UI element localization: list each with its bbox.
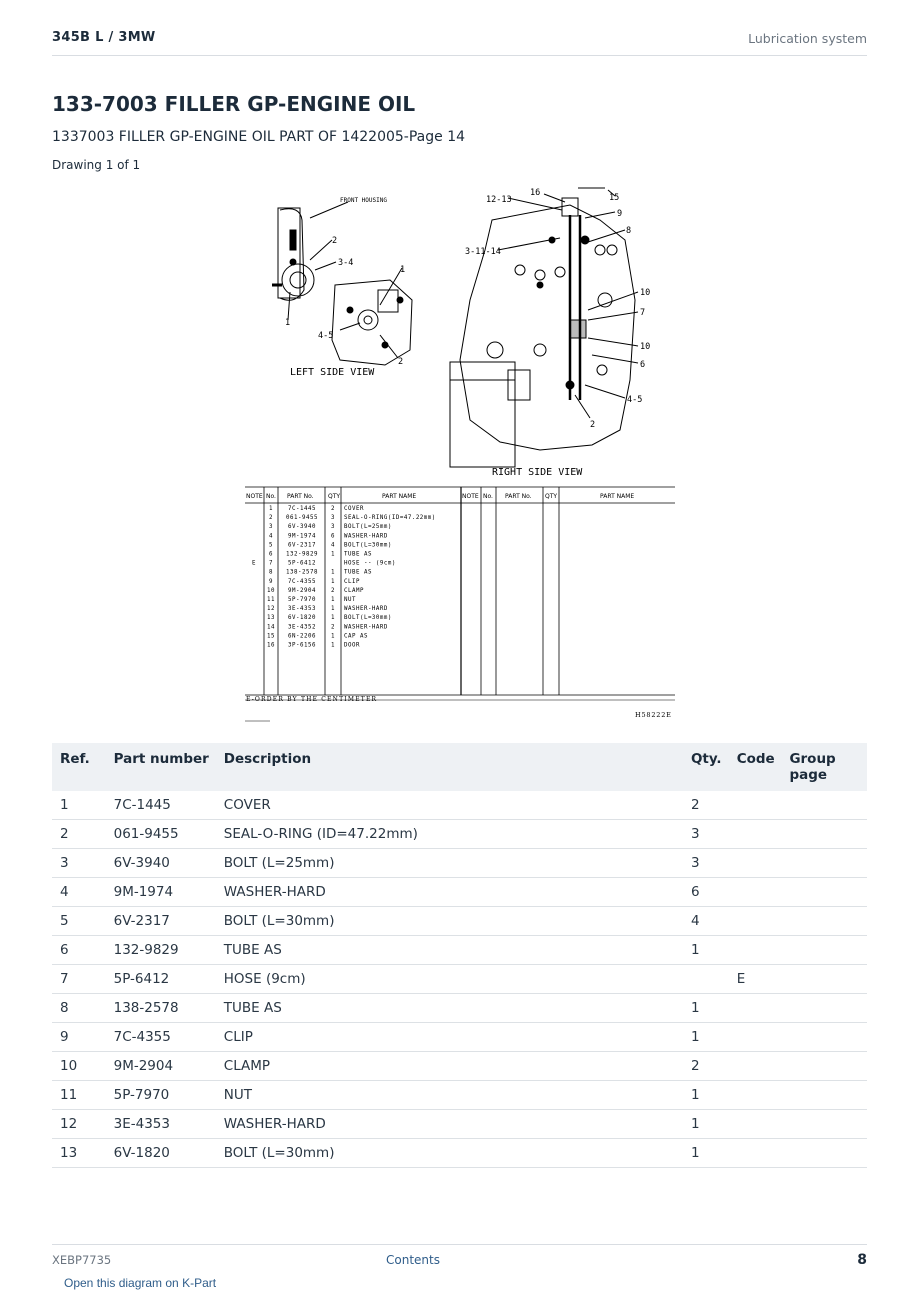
legend-no: 4: [269, 533, 273, 540]
cell-part-number: 138-2578: [114, 994, 224, 1023]
table-row: [52, 1110, 867, 1139]
open-kpart-link[interactable]: Open this diagram on K-Part: [64, 1276, 217, 1290]
left-view-caption: LEFT SIDE VIEW: [290, 367, 375, 378]
cell-qty: 2: [691, 1052, 737, 1081]
table-row: [52, 1139, 867, 1168]
legend-name: HOSE -- (9cm): [344, 560, 396, 567]
legend-part: 3E-4353: [288, 606, 316, 613]
legend-qty: 1: [331, 606, 335, 613]
legend-part: 7C-4355: [288, 578, 316, 585]
legend-name: CLAMP: [344, 587, 364, 594]
front-housing-label: FRONT HOUSING: [340, 197, 387, 204]
cell-code: [737, 878, 790, 907]
legend-h-note: NOTE: [246, 493, 263, 500]
cell-description: BOLT (L=30mm): [224, 1139, 691, 1168]
cell-qty: 1: [691, 1110, 737, 1139]
legend-part: 3P-6156: [288, 642, 316, 649]
cell-description: CLIP: [224, 1023, 691, 1052]
legend-name: WASHER-HARD: [344, 624, 388, 631]
legend-name: DOOR: [344, 642, 360, 649]
cell-qty: 2: [691, 791, 737, 820]
cell-qty: 6: [691, 878, 737, 907]
callout-12-13: 12-13: [486, 195, 512, 205]
legend-no: 15: [267, 633, 275, 640]
cell-qty: 3: [691, 849, 737, 878]
legend-no: 13: [267, 615, 275, 622]
cell-part-number: 7C-4355: [114, 1023, 224, 1052]
cell-description: WASHER-HARD: [224, 1110, 691, 1139]
cell-ref: 5: [52, 907, 114, 936]
legend-qty: 1: [331, 633, 335, 640]
legend-qty: 2: [331, 624, 335, 631]
cell-ref: 11: [52, 1081, 114, 1110]
cell-part-number: 061-9455: [114, 820, 224, 849]
cell-description: HOSE (9cm): [224, 965, 691, 994]
page-number: 8: [857, 1252, 867, 1268]
legend-part: 5P-7970: [288, 597, 316, 603]
cell-ref: 9: [52, 1023, 114, 1052]
legend-h-qty-2: QTY: [545, 493, 558, 500]
callout-left-1a: 1: [285, 318, 291, 328]
legend-name: BOLT(L=30mm): [344, 542, 392, 549]
col-description: Description: [224, 743, 691, 791]
right-view-caption: RIGHT SIDE VIEW: [492, 467, 583, 478]
table-row: [52, 878, 867, 907]
legend-qty: 3: [331, 515, 335, 522]
legend-name: BOLT(L=30mm): [344, 615, 392, 622]
cell-part-number: 6V-3940: [114, 849, 224, 878]
cell-qty: 3: [691, 820, 737, 849]
cell-description: NUT: [224, 1081, 691, 1110]
cell-description: TUBE AS: [224, 936, 691, 965]
legend-no: 6: [269, 551, 273, 558]
cell-group-page: [789, 1110, 867, 1139]
cell-ref: 4: [52, 878, 114, 907]
callout-4-5-right: 4-5: [627, 395, 643, 405]
legend-no: 11: [267, 597, 275, 603]
legend-h-no: No.: [266, 493, 276, 500]
legend-part: 3E-4352: [288, 624, 316, 631]
callout-10b: 10: [640, 342, 651, 352]
legend-qty: 1: [331, 615, 335, 622]
cell-ref: 12: [52, 1110, 114, 1139]
table-row: [52, 1023, 867, 1052]
cell-part-number: 3E-4353: [114, 1110, 224, 1139]
legend-qty: 3: [331, 524, 335, 531]
cell-part-number: 5P-6412: [114, 965, 224, 994]
legend-qty: 1: [331, 578, 335, 585]
cell-code: [737, 907, 790, 936]
legend-no: 16: [267, 642, 275, 649]
legend-name: WASHER-HARD: [344, 606, 388, 613]
cell-part-number: 9M-2904: [114, 1052, 224, 1081]
cell-description: BOLT (L=25mm): [224, 849, 691, 878]
cell-group-page: [789, 965, 867, 994]
table-row: [52, 1081, 867, 1110]
cell-qty: 4: [691, 907, 737, 936]
legend-h-name: PART NAME: [382, 493, 417, 500]
legend-no: 5: [269, 542, 273, 549]
table-row: [52, 994, 867, 1023]
cell-ref: 6: [52, 936, 114, 965]
col-code: Code: [737, 743, 790, 791]
cell-group-page: [789, 1139, 867, 1168]
cell-code: [737, 1139, 790, 1168]
parts-table-header: [52, 743, 867, 791]
legend-no: 2: [269, 515, 273, 522]
table-row: [52, 936, 867, 965]
legend-part: 6V-3940: [288, 524, 316, 531]
callout-left-2b: 2: [398, 357, 404, 367]
cell-ref: 8: [52, 994, 114, 1023]
col-ref: Ref.: [52, 743, 114, 791]
legend-name: TUBE AS: [344, 551, 372, 558]
cell-group-page: [789, 1052, 867, 1081]
legend-qty: 2: [331, 506, 335, 512]
legend-no: 14: [267, 624, 275, 631]
cell-description: CLAMP: [224, 1052, 691, 1081]
cell-group-page: [789, 849, 867, 878]
legend-no: 12: [267, 606, 275, 613]
table-row: [52, 1052, 867, 1081]
cell-code: [737, 1052, 790, 1081]
legend-qty: 4: [331, 542, 335, 549]
cell-qty: 1: [691, 1139, 737, 1168]
legend-note: E: [252, 560, 256, 567]
table-row: [52, 907, 867, 936]
callout-6: 6: [640, 360, 646, 370]
legend-name: BOLT(L=25mm): [344, 524, 392, 531]
col-part-number: Part number: [114, 743, 224, 791]
header-divider: [52, 55, 867, 56]
drawing-legend: [245, 487, 675, 721]
legend-no: 7: [269, 560, 273, 567]
cell-code: [737, 994, 790, 1023]
cell-group-page: [789, 1081, 867, 1110]
cell-code: [737, 791, 790, 820]
header-model: 345B L / 3MW: [52, 30, 156, 45]
cell-code: [737, 1023, 790, 1052]
cell-description: TUBE AS: [224, 994, 691, 1023]
cell-part-number: 6V-2317: [114, 907, 224, 936]
table-row: [52, 791, 867, 820]
legend-name: COVER: [344, 506, 364, 512]
callout-7: 7: [640, 308, 646, 318]
legend-no: 3: [269, 524, 273, 531]
col-qty: Qty.: [691, 743, 737, 791]
cell-group-page: [789, 1023, 867, 1052]
legend-part: 6N-2206: [288, 633, 316, 640]
callout-3-11-14: 3-11-14: [465, 247, 501, 257]
legend-name: SEAL-O-RING(ID=47.22mm): [344, 515, 436, 522]
cell-qty: 1: [691, 936, 737, 965]
parts-table: [52, 743, 867, 1168]
table-row: [52, 849, 867, 878]
legend-qty: 1: [331, 597, 335, 603]
callout-8: 8: [626, 226, 632, 236]
legend-footnote: E-ORDER BY THE CENTIMETER: [246, 696, 378, 703]
legend-qty: 2: [331, 587, 335, 594]
legend-part: 6V-2317: [288, 542, 316, 549]
cell-ref: 13: [52, 1139, 114, 1168]
cell-qty: 1: [691, 1081, 737, 1110]
legend-h-qty: QTY: [328, 493, 341, 500]
cell-ref: 10: [52, 1052, 114, 1081]
header-section: Lubrication system: [748, 31, 867, 46]
legend-qty: 1: [331, 569, 335, 576]
cell-code: [737, 1110, 790, 1139]
callout-10a: 10: [640, 288, 651, 298]
callout-left-1b: 1: [400, 265, 406, 275]
cell-part-number: 6V-1820: [114, 1139, 224, 1168]
cell-code: [737, 849, 790, 878]
cell-group-page: [789, 936, 867, 965]
drawing-code: H58222E: [635, 711, 672, 719]
legend-part: 7C-1445: [288, 506, 316, 512]
cell-description: SEAL-O-RING (ID=47.22mm): [224, 820, 691, 849]
cell-group-page: [789, 878, 867, 907]
legend-name: CAP AS: [344, 633, 368, 640]
footer-divider: [52, 1244, 867, 1245]
cell-code: [737, 1081, 790, 1110]
legend-name: WASHER-HARD: [344, 533, 388, 540]
legend-h-note-2: NOTE: [462, 493, 479, 500]
page-subtitle: 1337003 FILLER GP-ENGINE OIL PART OF 1422005-Page 14: [52, 129, 466, 145]
cell-qty: 1: [691, 1023, 737, 1052]
parts-diagram: [240, 180, 680, 730]
legend-part: 9M-1974: [288, 533, 316, 540]
legend-part: 138-2578: [286, 569, 318, 576]
legend-qty: 6: [331, 533, 335, 540]
legend-h-name-2: PART NAME: [600, 493, 635, 500]
legend-no: 10: [267, 587, 275, 594]
table-row: [52, 965, 867, 994]
cell-ref: 1: [52, 791, 114, 820]
cell-description: WASHER-HARD: [224, 878, 691, 907]
legend-part: 5P-6412: [288, 560, 316, 567]
legend-h-no-2: No.: [483, 493, 493, 500]
legend-h-part-2: PART No.: [505, 493, 532, 500]
legend-name: CLIP: [344, 578, 360, 585]
legend-no: 8: [269, 569, 273, 576]
cell-group-page: [789, 907, 867, 936]
callout-left-2: 2: [332, 236, 338, 246]
legend-no: 9: [269, 578, 273, 585]
cell-group-page: [789, 820, 867, 849]
cell-ref: 7: [52, 965, 114, 994]
table-row: [52, 820, 867, 849]
legend-qty: 1: [331, 642, 335, 649]
legend-part: 132-9829: [286, 551, 318, 558]
legend-part: 9M-2904: [288, 587, 316, 594]
legend-part: 061-9455: [286, 515, 318, 522]
left-side-view: [272, 202, 412, 365]
legend-qty: 1: [331, 551, 335, 558]
cell-group-page: [789, 994, 867, 1023]
cell-ref: 2: [52, 820, 114, 849]
cell-description: BOLT (L=30mm): [224, 907, 691, 936]
legend-part: 6V-1820: [288, 615, 316, 622]
cell-description: COVER: [224, 791, 691, 820]
callout-2-right: 2: [590, 420, 596, 430]
cell-qty: [691, 965, 737, 994]
callout-16: 16: [530, 188, 541, 198]
legend-no: 1: [269, 506, 273, 512]
page-title: 133-7003 FILLER GP-ENGINE OIL: [52, 92, 416, 116]
cell-part-number: 9M-1974: [114, 878, 224, 907]
callout-left-3-4: 3-4: [338, 258, 354, 268]
callout-left-4-5: 4-5: [318, 331, 334, 341]
cell-ref: 3: [52, 849, 114, 878]
legend-h-part: PART No.: [287, 493, 314, 500]
legend-name: NUT: [344, 597, 356, 603]
cell-qty: 1: [691, 994, 737, 1023]
cell-part-number: 7C-1445: [114, 791, 224, 820]
footer-doc-id: XEBP7735: [52, 1253, 112, 1267]
col-group-page: Group page: [789, 743, 867, 791]
callout-9: 9: [617, 209, 623, 219]
cell-part-number: 132-9829: [114, 936, 224, 965]
cell-part-number: 5P-7970: [114, 1081, 224, 1110]
cell-code: [737, 820, 790, 849]
drawing-count: Drawing 1 of 1: [52, 158, 141, 172]
legend-name: TUBE AS: [344, 569, 372, 576]
cell-code: E: [737, 965, 790, 994]
right-side-view: [450, 188, 638, 467]
cell-code: [737, 936, 790, 965]
contents-link[interactable]: Contents: [386, 1253, 440, 1267]
callout-15: 15: [609, 193, 620, 203]
cell-group-page: [789, 791, 867, 820]
